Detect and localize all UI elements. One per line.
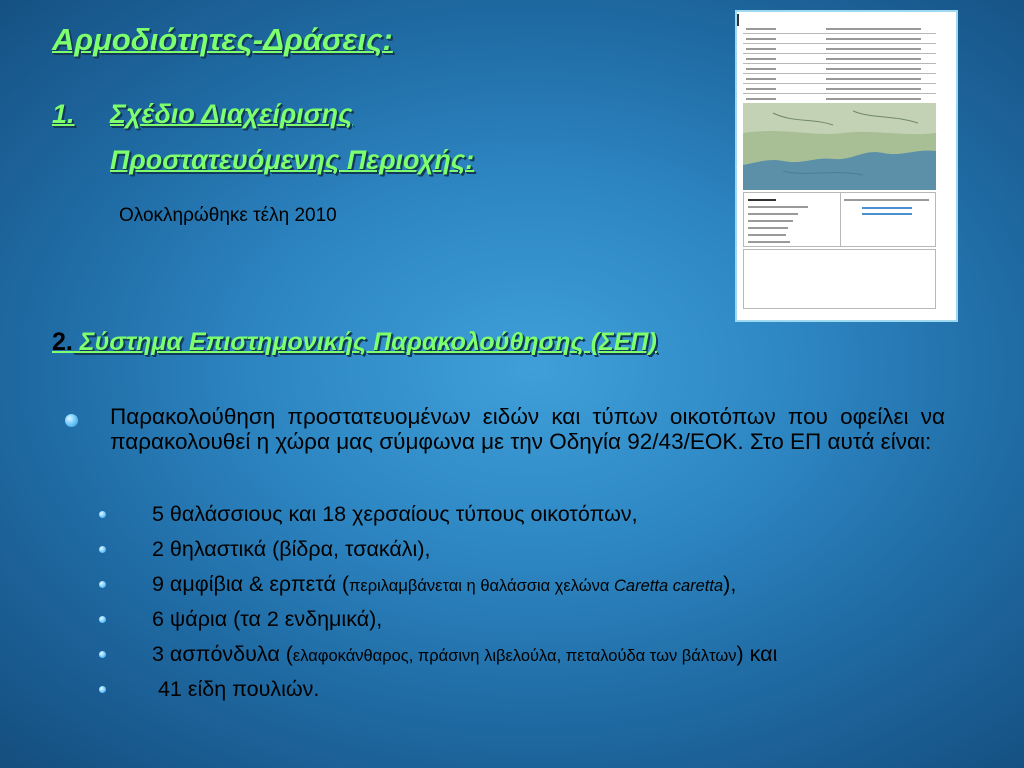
section1-title-line2: Προστατευόμενης Περιοχής:: [110, 145, 475, 175]
list-item-note: περιλαμβάνεται η θαλάσσια χελώνα: [349, 577, 615, 595]
document-info-table: [743, 192, 936, 247]
management-plan-document-image: [735, 10, 958, 322]
bullet-dot-icon: [99, 511, 106, 518]
list-item-tail: ),: [723, 572, 737, 596]
list-item-text: 2 θηλαστικά (βίδρα, τσακάλι),: [152, 537, 431, 561]
list-item-text: 5 θαλάσσιους και 18 χερσαίους τύπους οικοτόπων,: [152, 502, 638, 526]
list-item-text: [152, 642, 777, 667]
list-item-text: [152, 572, 736, 597]
bullet-dot-icon: [99, 651, 106, 658]
section1-number: 1.: [52, 99, 75, 129]
monitoring-description: Παρακολούθηση προστατευομένων ειδών και τύπων οικοτόπων που οφείλει να παρακολουθεί η χώρα μας σύμφωνα με την Οδηγία 92/43/ΕΟΚ. Στο ΕΠ αυτά είναι:: [110, 404, 945, 454]
section1-status: Ολοκληρώθηκε τέλη 2010: [119, 205, 337, 226]
document-map-image: [743, 103, 936, 190]
list-item-text: 41 είδη πουλιών.: [152, 677, 320, 701]
document-edge-mark: [737, 14, 739, 26]
bullet-dot-icon: [99, 686, 106, 693]
species-name: Caretta caretta: [614, 577, 724, 595]
slide-title: Αρμοδιότητες-Δράσεις:: [52, 22, 393, 57]
list-item-tail: ) και: [736, 642, 778, 666]
section2-title: Σύστημα Επιστημονικής Παρακολούθησης (ΣΕΠ): [72, 328, 657, 356]
list-item-lead: 9 αμφίβια & ερπετά (: [152, 572, 350, 596]
bullet-dot-icon: [99, 581, 106, 588]
section2-heading: [52, 328, 657, 357]
bullet-dot-icon: [99, 616, 106, 623]
document-footer-box: [743, 249, 936, 309]
section1-title-line1: Σχέδιο Διαχείρισης: [110, 99, 353, 129]
section2-number: 2.: [52, 328, 73, 356]
list-item-text: 6 ψάρια (τα 2 ενδημικά),: [152, 607, 383, 631]
list-item-note: ελαφοκάνθαρος, πράσινη λιβελούλα, πεταλούδα των βάλτων: [292, 647, 737, 665]
document-header-table: [743, 24, 936, 104]
bullet-dot-icon: [99, 546, 106, 553]
list-item-lead: 3 ασπόνδυλα (: [152, 642, 293, 666]
blue-sphere-bullet-icon: [62, 410, 86, 434]
